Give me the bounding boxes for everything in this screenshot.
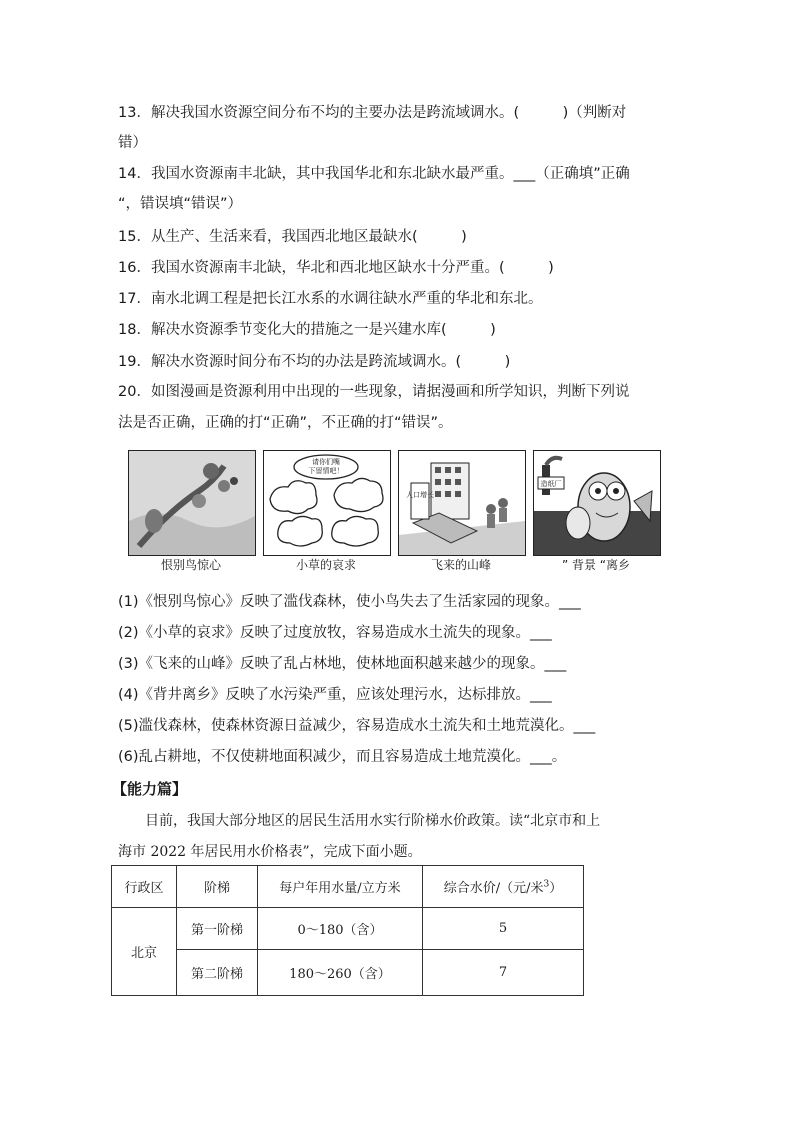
sub-question-5: (5)滥伐森林，使森林资源日益减少，容易造成水土流失和土地荒漠化。___ <box>118 718 596 734</box>
header-volume: 每户年用水量/立方米 <box>258 866 423 908</box>
table-row <box>112 950 584 996</box>
price-cell: 7 <box>423 950 584 996</box>
cartoon-grass <box>263 450 391 556</box>
caption-mountain: 飞来的山峰 <box>430 558 491 572</box>
grass-sign-line2: 下留情吧！ <box>308 467 344 475</box>
sub-question-2: (2)《小草的哀求》反映了过度放牧，容易造成水土流失的现象。___ <box>118 625 552 641</box>
price-cell: 5 <box>423 908 584 950</box>
header-region: 行政区 <box>112 866 177 908</box>
cartoon-bird <box>128 450 256 556</box>
table-row <box>112 908 584 950</box>
header-tier: 阶梯 <box>177 866 258 908</box>
sub-question-6: (6)乱占耕地，不仅使耕地面积减少，而且容易造成土地荒漠化。___。 <box>118 749 567 765</box>
question-18: 18．解决水资源季节变化大的措施之一是兴建水库( ) <box>118 322 496 338</box>
header-price <box>423 866 584 908</box>
population-sign: 人口增长 <box>406 491 434 499</box>
question-20: 20．如图漫画是资源利用中出现的一些现象，请据漫画和所学知识，判断下列说 <box>118 384 630 400</box>
tier-cell: 第二阶梯 <box>177 950 258 996</box>
section-title: 【能力篇】 <box>112 780 188 798</box>
question-14-cont: “，错误填“错误”） <box>118 196 243 212</box>
range-cell: 180～260（含） <box>258 950 423 996</box>
question-13-cont: 错） <box>118 135 147 151</box>
question-19: 19．解决水资源时间分布不均的办法是跨流域调水。( ) <box>118 354 511 370</box>
sub-question-4: (4)《背井离乡》反映了水污染严重，应该处理污水，达标排放。___ <box>118 687 552 703</box>
caption-bird: 恨别鸟惊心 <box>160 558 221 572</box>
question-13: 13．解决我国水资源空间分布不均的主要办法是跨流域调水。( )（判断对 <box>118 105 627 121</box>
water-price-table <box>111 865 584 996</box>
question-16: 16．我国水资源南丰北缺，华北和西北地区缺水十分严重。( ) <box>118 260 554 276</box>
intro-line-2: 海市 2022 年居民用水价格表”，完成下面小题。 <box>118 844 422 860</box>
cartoon-strip <box>128 450 660 572</box>
header-price-close: ） <box>549 881 563 896</box>
grass-sign-line1: 请你们嘴 <box>312 458 340 466</box>
question-15: 15．从生产、生活来看，我国西北地区最缺水( ) <box>118 229 467 245</box>
range-cell: 0～180（含） <box>258 908 423 950</box>
cartoon-fish <box>533 450 661 556</box>
factory-sign: 造纸厂 <box>540 480 562 488</box>
intro-line-1: 目前，我国大部分地区的居民生活用水实行阶梯水价政策。读“北京市和上 <box>145 813 601 829</box>
header-price-text: 综合水价/（元/米 <box>443 881 544 896</box>
cartoon-mountain <box>398 450 526 556</box>
header-price-sup: 3 <box>543 879 550 890</box>
question-20-cont: 法是否正确，正确的打“正确”，不正确的打“错误”。 <box>118 415 453 431</box>
sub-question-1: (1)《恨别鸟惊心》反映了滥伐森林，使小鸟失去了生活家园的现象。___ <box>118 594 581 610</box>
sub-question-3: (3)《飞来的山峰》反映了乱占林地，使林地面积越来越少的现象。___ <box>118 656 567 672</box>
caption-fish: ” 背景 “离乡 <box>561 558 631 572</box>
table-header-row <box>112 866 584 908</box>
tier-cell: 第一阶梯 <box>177 908 258 950</box>
region-cell: 北京 <box>112 908 177 996</box>
caption-grass: 小草的哀求 <box>295 558 356 572</box>
question-17: 17．南水北调工程是把长江水系的水调往缺水严重的华北和东北。 <box>118 291 543 307</box>
question-14: 14．我国水资源南丰北缺，其中我国华北和东北缺水最严重。___（正确填”正确 <box>118 166 630 182</box>
